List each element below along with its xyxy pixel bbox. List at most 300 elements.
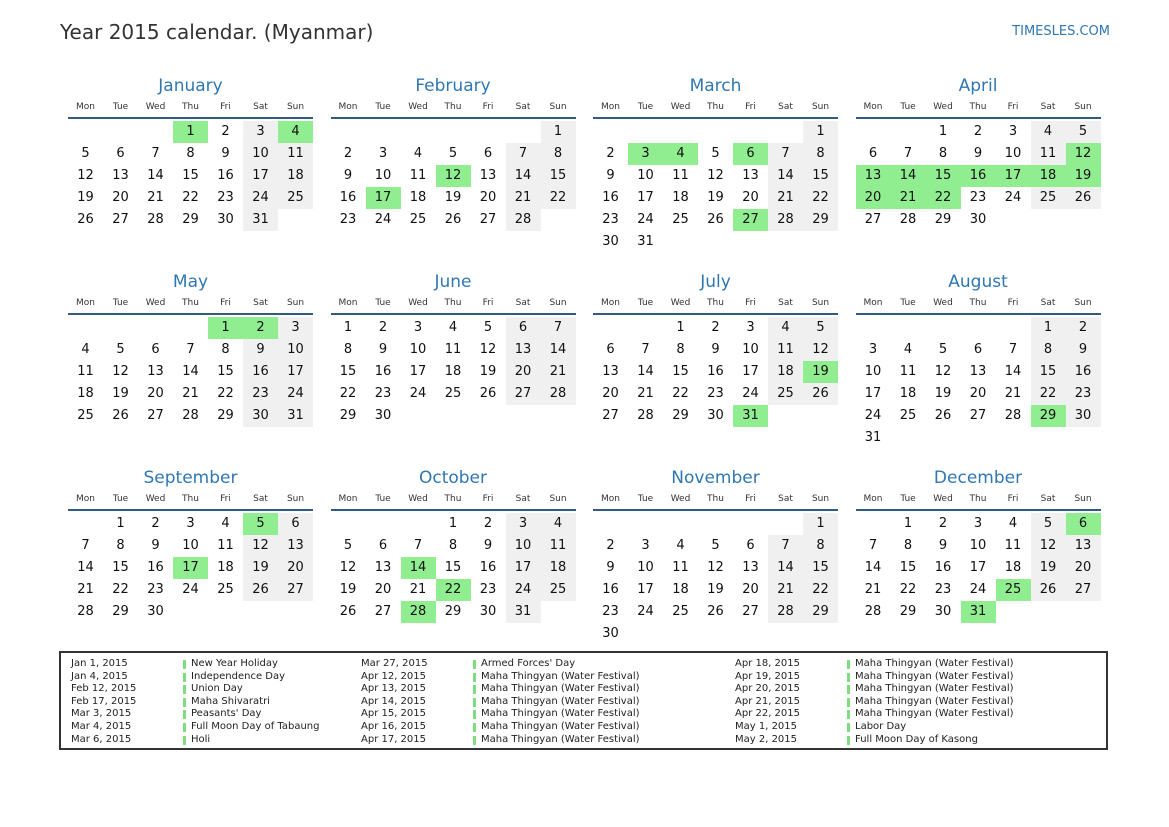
day-cell: 1: [903, 516, 913, 531]
day-cell: 14: [768, 165, 803, 187]
day-cell: 20: [969, 386, 987, 401]
weekday-label: Wed: [408, 102, 428, 112]
day-cell: 14: [147, 168, 164, 183]
day-cell: 10: [506, 535, 541, 557]
day-cell: 13: [742, 560, 759, 575]
day-cell: 7: [641, 342, 650, 357]
day-cell: 8: [448, 538, 458, 553]
day-cell: 1: [116, 516, 125, 531]
day-cell: 17: [278, 361, 313, 383]
day-cell: 13: [602, 364, 619, 379]
day-cell: 11: [1004, 538, 1022, 553]
holiday-date: Apr 22, 2015: [735, 708, 801, 720]
day-grid: [856, 121, 1101, 253]
month-name: July: [700, 272, 731, 292]
holiday-date: Apr 15, 2015: [361, 708, 427, 720]
day-cell: 30: [707, 408, 724, 423]
day-cell: 25: [768, 383, 803, 405]
weekday-label: Sat: [778, 298, 793, 308]
holiday-day-cell: 1: [208, 317, 243, 339]
day-cell: 5: [938, 342, 948, 357]
day-cell: 23: [602, 604, 619, 619]
day-cell: 13: [742, 168, 759, 183]
holiday-day-cell: 19: [803, 361, 838, 383]
day-cell: 19: [112, 386, 129, 401]
day-cell: 22: [541, 187, 576, 209]
holiday-name: Maha Shivaratri: [191, 695, 270, 707]
day-cell: 29: [672, 408, 689, 423]
weekday-label: Mon: [863, 494, 883, 504]
day-cell: 27: [479, 212, 497, 227]
weekday-label: Sun: [1074, 102, 1092, 112]
holiday-marker: [183, 673, 186, 682]
header-rule: [856, 313, 1101, 315]
weekday-label: Tue: [900, 494, 916, 504]
holiday-date: Apr 19, 2015: [735, 670, 801, 682]
day-cell: 3: [868, 342, 878, 357]
weekday-header: [331, 98, 576, 117]
day-cell: 10: [864, 364, 882, 379]
holiday-row: [735, 671, 1075, 684]
day-cell: 23: [339, 212, 357, 227]
day-grid: [593, 317, 838, 449]
day-cell: 6: [483, 146, 493, 161]
day-cell: 2: [973, 124, 983, 139]
day-cell: 24: [278, 383, 313, 405]
holiday-date: Apr 17, 2015: [361, 733, 427, 745]
day-cell: 7: [541, 317, 576, 339]
day-cell: 6: [506, 317, 541, 339]
holiday-day-cell: 31: [733, 405, 768, 427]
day-cell: 24: [409, 386, 427, 401]
day-cell: 20: [479, 190, 497, 205]
day-cell: 25: [899, 408, 917, 423]
holiday-day-cell: 20: [856, 187, 891, 209]
weekday-label: Sat: [253, 494, 268, 504]
weekday-header: [856, 490, 1101, 509]
weekday-label: Mon: [76, 298, 95, 308]
day-cell: 22: [217, 386, 234, 401]
day-cell: 2: [343, 146, 353, 161]
holiday-day-cell: 2: [243, 317, 278, 339]
day-cell: 12: [112, 364, 129, 379]
holiday-date: Apr 14, 2015: [361, 695, 427, 707]
day-cell: 11: [768, 339, 803, 361]
day-cell: 2: [378, 320, 388, 335]
weekday-label: Fri: [745, 494, 756, 504]
day-cell: 1: [803, 513, 838, 535]
holiday-date: Apr 12, 2015: [361, 670, 427, 682]
day-cell: 3: [746, 320, 755, 335]
month-september: [68, 466, 313, 645]
day-cell: 20: [147, 386, 164, 401]
day-grid: [68, 317, 313, 449]
holiday-date: Apr 21, 2015: [735, 695, 801, 707]
day-cell: 28: [637, 408, 654, 423]
day-cell: 31: [506, 601, 541, 623]
weekday-label: Tue: [375, 298, 391, 308]
holiday-list-column: [735, 658, 1075, 746]
day-cell: 19: [934, 386, 952, 401]
day-cell: 28: [1004, 408, 1022, 423]
day-cell: 23: [602, 212, 619, 227]
day-cell: 8: [343, 342, 353, 357]
header-rule: [68, 509, 313, 511]
weekday-label: Fri: [220, 298, 231, 308]
holiday-row: [361, 734, 701, 747]
day-cell: 21: [506, 187, 541, 209]
weekday-label: Mon: [338, 102, 358, 112]
weekday-label: Thu: [707, 494, 724, 504]
day-grid: [856, 317, 1101, 449]
header-rule: [331, 117, 576, 119]
day-cell: 25: [217, 582, 234, 597]
weekday-header: [593, 490, 838, 509]
day-cell: 23: [374, 386, 392, 401]
day-grid: [331, 513, 576, 645]
day-cell: 11: [217, 538, 234, 553]
day-cell: 2: [938, 516, 948, 531]
month-name: December: [933, 468, 1023, 488]
day-cell: 2: [151, 516, 160, 531]
day-cell: 5: [711, 146, 720, 161]
holiday-day-cell: 22: [436, 579, 471, 601]
weekday-label: Sun: [286, 102, 305, 112]
day-cell: 19: [1031, 557, 1066, 579]
weekday-label: Fri: [745, 102, 756, 112]
month-name: October: [418, 468, 488, 488]
weekday-label: Tue: [637, 494, 654, 504]
day-cell: 30: [969, 212, 987, 227]
day-cell: 3: [506, 513, 541, 535]
weekday-label: Wed: [145, 298, 166, 308]
holiday-name: Maha Thingyan (Water Festival): [855, 683, 1014, 695]
holiday-list: [59, 651, 1108, 750]
day-cell: 9: [483, 538, 493, 553]
day-cell: 8: [1031, 339, 1066, 361]
day-cell: 2: [221, 124, 230, 139]
weekday-label: Sun: [1074, 298, 1092, 308]
day-cell: 30: [1066, 405, 1101, 427]
weekday-label: Fri: [482, 298, 494, 308]
day-cell: 18: [444, 364, 462, 379]
day-cell: 7: [768, 143, 803, 165]
day-cell: 27: [969, 408, 987, 423]
day-cell: 12: [479, 342, 497, 357]
weekday-label: Wed: [670, 298, 691, 308]
weekday-label: Sun: [286, 298, 305, 308]
day-cell: 9: [973, 146, 983, 161]
day-cell: 5: [711, 538, 720, 553]
holiday-row: [71, 734, 411, 747]
weekday-label: Sun: [811, 494, 830, 504]
day-cell: 4: [81, 342, 90, 357]
day-cell: 13: [278, 535, 313, 557]
holiday-day-cell: 28: [401, 601, 436, 623]
day-cell: 13: [147, 364, 164, 379]
day-cell: 2: [1066, 317, 1101, 339]
day-cell: 4: [1031, 121, 1066, 143]
day-cell: 22: [1031, 383, 1066, 405]
day-cell: 3: [186, 516, 195, 531]
day-cell: 3: [413, 320, 423, 335]
day-cell: 4: [676, 538, 685, 553]
weekday-label: Sat: [1040, 298, 1056, 308]
day-cell: 15: [1031, 361, 1066, 383]
weekday-label: Thu: [444, 298, 462, 308]
day-cell: 8: [803, 143, 838, 165]
day-cell: 11: [444, 342, 462, 357]
day-cell: 10: [409, 342, 427, 357]
holiday-name: Maha Thingyan (Water Festival): [481, 683, 640, 695]
day-cell: 26: [444, 212, 462, 227]
header-rule: [593, 313, 838, 315]
holiday-name: Union Day: [191, 683, 243, 695]
day-cell: 22: [803, 579, 838, 601]
day-cell: 6: [746, 538, 755, 553]
weekday-label: Fri: [1007, 298, 1019, 308]
day-cell: 24: [1004, 190, 1022, 205]
holiday-name: Armed Forces' Day: [481, 658, 576, 669]
weekday-label: Tue: [112, 102, 129, 112]
day-cell: 21: [768, 187, 803, 209]
weekday-label: Mon: [601, 102, 620, 112]
holiday-marker: [847, 698, 850, 707]
day-cell: 28: [541, 383, 576, 405]
day-cell: 27: [1066, 579, 1101, 601]
day-cell: 24: [969, 582, 987, 597]
weekday-label: Thu: [969, 494, 987, 504]
day-cell: 16: [374, 364, 392, 379]
month-name: June: [434, 272, 472, 292]
day-cell: 14: [77, 560, 94, 575]
holiday-list-column: [361, 658, 701, 746]
day-cell: 25: [444, 386, 462, 401]
day-cell: 18: [899, 386, 917, 401]
day-cell: 11: [77, 364, 94, 379]
day-cell: 18: [1004, 560, 1022, 575]
day-cell: 27: [506, 383, 541, 405]
day-cell: 11: [1031, 143, 1066, 165]
weekday-label: Mon: [338, 494, 358, 504]
day-cell: 29: [217, 408, 234, 423]
day-cell: 28: [182, 408, 199, 423]
holiday-marker: [183, 698, 186, 707]
holiday-day-cell: 31: [961, 601, 996, 623]
day-cell: 30: [602, 234, 619, 249]
day-cell: 15: [803, 165, 838, 187]
day-cell: 24: [182, 582, 199, 597]
day-cell: 9: [938, 538, 948, 553]
weekday-label: Thu: [444, 494, 462, 504]
holiday-day-cell: 25: [996, 579, 1031, 601]
month-name: August: [948, 272, 1008, 292]
weekday-label: Wed: [933, 494, 953, 504]
weekday-label: Tue: [112, 494, 129, 504]
header-rule: [68, 313, 313, 315]
day-cell: 30: [934, 604, 952, 619]
day-cell: 8: [541, 143, 576, 165]
day-cell: 24: [742, 386, 759, 401]
holiday-marker: [183, 685, 186, 694]
day-cell: 21: [637, 386, 654, 401]
day-cell: 14: [768, 557, 803, 579]
day-cell: 26: [77, 212, 94, 227]
day-cell: 4: [768, 317, 803, 339]
day-cell: 1: [938, 124, 948, 139]
page-title: Year 2015 calendar. (Myanmar): [60, 20, 374, 44]
holiday-day-cell: 14: [401, 557, 436, 579]
day-cell: 16: [602, 582, 619, 597]
weekday-header: [593, 98, 838, 117]
weekday-header: [68, 294, 313, 313]
day-cell: 6: [278, 513, 313, 535]
holiday-name: Maha Thingyan (Water Festival): [481, 720, 640, 732]
holiday-marker: [183, 710, 186, 719]
holiday-date: Feb 17, 2015: [71, 695, 137, 707]
holiday-day-cell: 22: [926, 187, 961, 209]
day-cell: 17: [409, 364, 427, 379]
day-cell: 16: [243, 361, 278, 383]
holiday-name: Maha Thingyan (Water Festival): [481, 733, 640, 745]
holiday-marker: [847, 710, 850, 719]
weekday-label: Mon: [338, 298, 358, 308]
day-cell: 25: [672, 604, 689, 619]
month-name: March: [689, 76, 742, 96]
day-cell: 18: [541, 557, 576, 579]
day-cell: 18: [672, 190, 689, 205]
day-cell: 6: [151, 342, 160, 357]
day-cell: 16: [1066, 361, 1101, 383]
holiday-list-column: [71, 658, 411, 746]
month-july: [593, 270, 838, 449]
day-cell: 17: [243, 165, 278, 187]
day-cell: 21: [864, 582, 882, 597]
weekday-label: Tue: [637, 102, 654, 112]
day-cell: 3: [1008, 124, 1018, 139]
day-grid: [68, 121, 313, 253]
weekday-label: Sun: [1074, 494, 1092, 504]
day-cell: 13: [374, 560, 392, 575]
day-cell: 13: [112, 168, 129, 183]
day-cell: 20: [278, 557, 313, 579]
day-cell: 27: [742, 604, 759, 619]
weekday-label: Mon: [76, 102, 95, 112]
month-name: September: [143, 468, 238, 488]
day-cell: 18: [768, 361, 803, 383]
day-cell: 7: [768, 535, 803, 557]
day-cell: 30: [374, 408, 392, 423]
day-grid: [593, 121, 838, 253]
day-cell: 16: [147, 560, 164, 575]
weekday-label: Wed: [670, 494, 691, 504]
day-cell: 8: [803, 535, 838, 557]
header-rule: [331, 313, 576, 315]
day-cell: 24: [637, 212, 654, 227]
header-rule: [593, 509, 838, 511]
day-cell: 10: [742, 342, 759, 357]
weekday-label: Sun: [811, 102, 830, 112]
day-cell: 19: [479, 364, 497, 379]
holiday-day-cell: 6: [1066, 513, 1101, 535]
day-cell: 3: [641, 538, 650, 553]
day-cell: 6: [868, 146, 878, 161]
day-cell: 15: [444, 560, 462, 575]
weekday-header: [593, 294, 838, 313]
day-cell: 19: [707, 582, 724, 597]
day-cell: 26: [707, 212, 724, 227]
day-cell: 2: [606, 146, 615, 161]
weekday-label: Fri: [482, 102, 494, 112]
day-cell: 1: [1031, 317, 1066, 339]
day-cell: 26: [339, 604, 357, 619]
day-cell: 21: [541, 361, 576, 383]
month-january: [68, 74, 313, 253]
day-cell: 29: [803, 601, 838, 623]
day-cell: 23: [147, 582, 164, 597]
day-cell: 27: [374, 604, 392, 619]
day-cell: 15: [803, 557, 838, 579]
holiday-row: [735, 696, 1075, 709]
site-link[interactable]: TIMESLES.COM: [1012, 24, 1110, 39]
holiday-day-cell: 17: [996, 165, 1031, 187]
holiday-day-cell: 17: [366, 187, 401, 209]
day-cell: 9: [711, 342, 720, 357]
holiday-name: Maha Thingyan (Water Festival): [481, 708, 640, 720]
day-cell: 26: [803, 383, 838, 405]
weekday-label: Sat: [515, 298, 531, 308]
weekday-label: Thu: [969, 102, 987, 112]
holiday-row: [361, 708, 701, 721]
day-cell: 25: [77, 408, 94, 423]
weekday-label: Mon: [863, 102, 883, 112]
day-cell: 19: [444, 190, 462, 205]
day-cell: 20: [742, 190, 759, 205]
weekday-header: [856, 294, 1101, 313]
holiday-row: [361, 683, 701, 696]
holiday-marker: [847, 723, 850, 732]
holiday-day-cell: 17: [173, 557, 208, 579]
day-cell: 23: [707, 386, 724, 401]
day-cell: 14: [864, 560, 882, 575]
day-cell: 2: [606, 538, 615, 553]
day-cell: 21: [768, 579, 803, 601]
day-cell: 26: [1066, 187, 1101, 209]
day-cell: 17: [969, 560, 987, 575]
holiday-marker: [847, 685, 850, 694]
day-cell: 5: [1066, 121, 1101, 143]
day-cell: 27: [278, 579, 313, 601]
month-april: [856, 74, 1101, 253]
day-cell: 5: [803, 317, 838, 339]
weekday-label: Fri: [482, 494, 494, 504]
day-cell: 24: [243, 187, 278, 209]
day-cell: 15: [217, 364, 234, 379]
day-cell: 1: [343, 320, 353, 335]
day-cell: 1: [803, 121, 838, 143]
day-cell: 28: [864, 604, 882, 619]
day-cell: 30: [602, 626, 619, 641]
day-cell: 3: [243, 121, 278, 143]
day-cell: 16: [339, 190, 357, 205]
day-cell: 5: [343, 538, 353, 553]
holiday-marker: [473, 660, 476, 669]
day-grid: [68, 513, 313, 645]
holiday-day-cell: 29: [1031, 405, 1066, 427]
day-cell: 22: [899, 582, 917, 597]
holiday-row: [71, 708, 411, 721]
header-rule: [856, 509, 1101, 511]
